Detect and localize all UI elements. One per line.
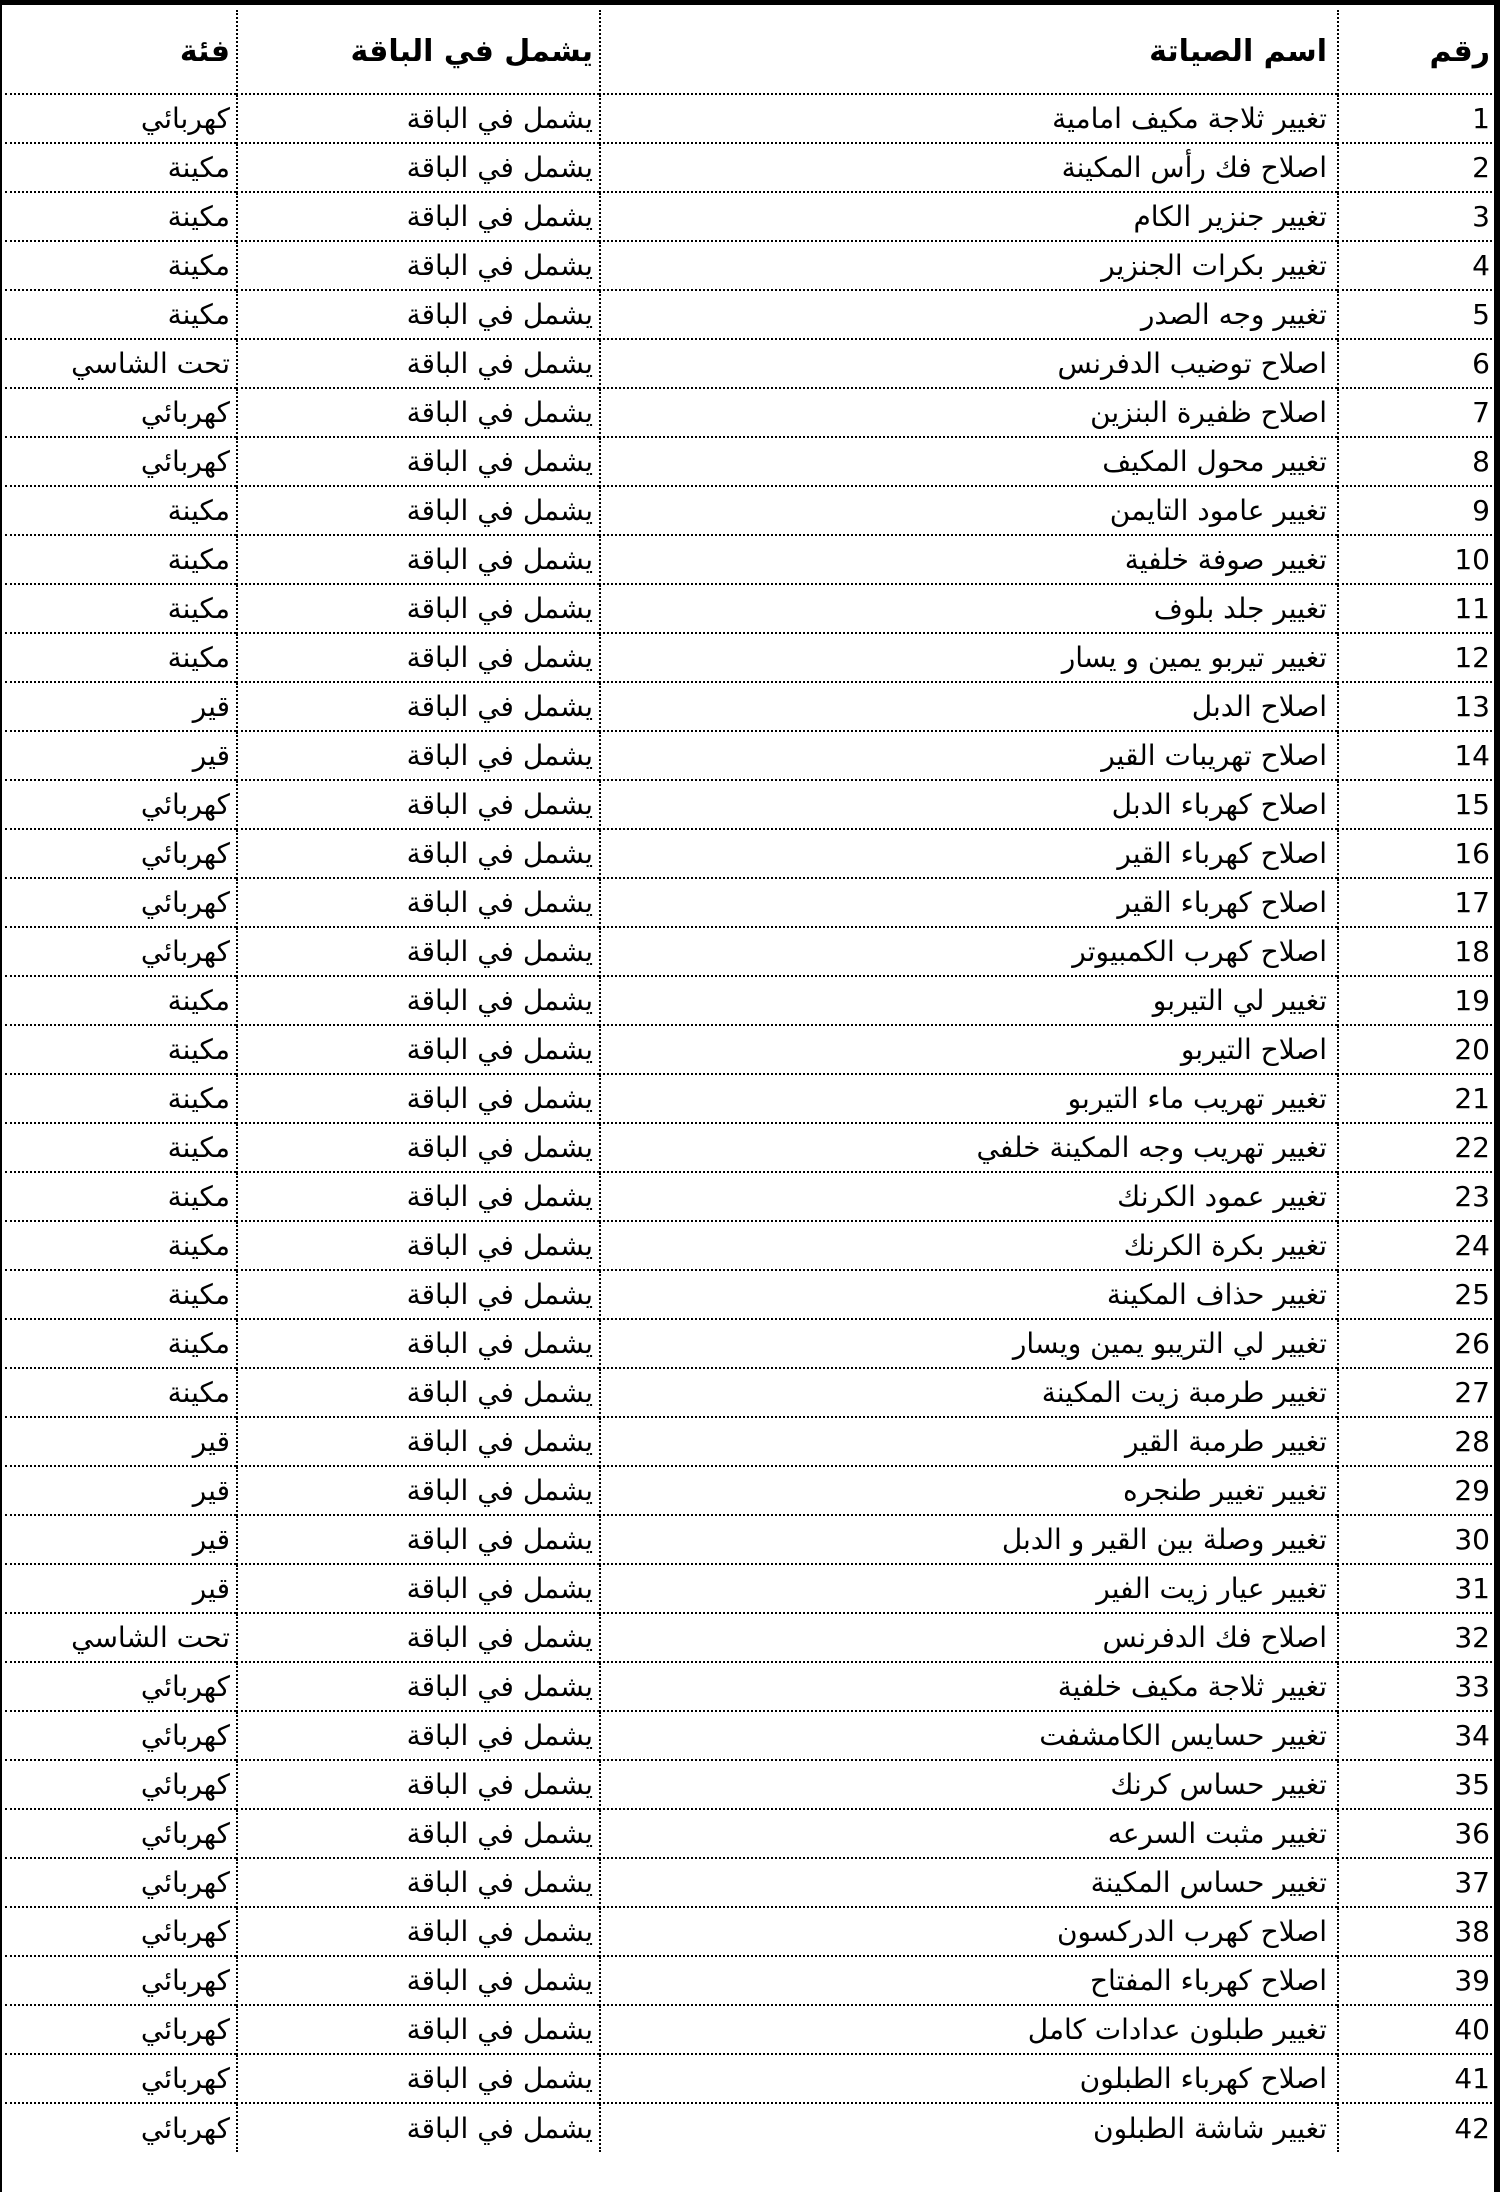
row-number-cell: 8 xyxy=(1338,437,1496,486)
row-maintenance-name-cell: تغيير طرمبة القير xyxy=(600,1417,1338,1466)
row-number-cell: 16 xyxy=(1338,829,1496,878)
table-row xyxy=(5,633,1496,682)
row-maintenance-name-cell: تغيير شاشة الطبلون xyxy=(600,2103,1338,2152)
row-number-cell: 1 xyxy=(1338,94,1496,143)
table-row xyxy=(5,1711,1496,1760)
row-number-cell: 32 xyxy=(1338,1613,1496,1662)
table-row xyxy=(5,290,1496,339)
row-number-cell: 12 xyxy=(1338,633,1496,682)
row-maintenance-name-cell: تغيير ثلاجة مكيف خلفية xyxy=(600,1662,1338,1711)
table-row xyxy=(5,486,1496,535)
table-row xyxy=(5,1123,1496,1172)
table-row xyxy=(5,1662,1496,1711)
row-number-cell: 28 xyxy=(1338,1417,1496,1466)
table-row xyxy=(5,241,1496,290)
row-category-cell: كهربائي xyxy=(5,94,237,143)
row-category-cell: كهربائي xyxy=(5,1809,237,1858)
row-category-cell: كهربائي xyxy=(5,437,237,486)
table-row xyxy=(5,1564,1496,1613)
table-header-row xyxy=(5,10,1496,94)
table-row xyxy=(5,1025,1496,1074)
row-category-cell: كهربائي xyxy=(5,927,237,976)
row-included-cell: يشمل في الباقة xyxy=(237,1123,600,1172)
row-maintenance-name-cell: تغيير جنزير الكام xyxy=(600,192,1338,241)
row-maintenance-name-cell: تغيير حذاف المكينة xyxy=(600,1270,1338,1319)
table-row xyxy=(5,94,1496,143)
row-included-cell: يشمل في الباقة xyxy=(237,780,600,829)
row-category-cell: مكينة xyxy=(5,1025,237,1074)
row-maintenance-name-cell: تغيير طرمبة زيت المكينة xyxy=(600,1368,1338,1417)
row-number-cell: 18 xyxy=(1338,927,1496,976)
row-category-cell: كهربائي xyxy=(5,878,237,927)
row-maintenance-name-cell: تغيير تهريب وجه المكينة خلفي xyxy=(600,1123,1338,1172)
table-row xyxy=(5,780,1496,829)
row-number-cell: 26 xyxy=(1338,1319,1496,1368)
table-row xyxy=(5,829,1496,878)
row-number-cell: 9 xyxy=(1338,486,1496,535)
row-included-cell: يشمل في الباقة xyxy=(237,339,600,388)
row-category-cell: مكينة xyxy=(5,241,237,290)
table-row xyxy=(5,1613,1496,1662)
table-row xyxy=(5,1809,1496,1858)
row-maintenance-name-cell: اصلاح كهرب الدركسون xyxy=(600,1907,1338,1956)
row-included-cell: يشمل في الباقة xyxy=(237,1662,600,1711)
row-maintenance-name-cell: اصلاح فك رأس المكينة xyxy=(600,143,1338,192)
row-included-cell: يشمل في الباقة xyxy=(237,1368,600,1417)
table-row xyxy=(5,1368,1496,1417)
row-included-cell: يشمل في الباقة xyxy=(237,1515,600,1564)
row-maintenance-name-cell: اصلاح التيربو xyxy=(600,1025,1338,1074)
row-number-cell: 3 xyxy=(1338,192,1496,241)
row-category-cell: كهربائي xyxy=(5,2005,237,2054)
row-category-cell: قير xyxy=(5,1564,237,1613)
row-included-cell: يشمل في الباقة xyxy=(237,1466,600,1515)
table-row xyxy=(5,976,1496,1025)
header-maintenance-name: اسم الصياتة xyxy=(600,10,1338,94)
table-row xyxy=(5,731,1496,780)
table-row xyxy=(5,1907,1496,1956)
row-number-cell: 4 xyxy=(1338,241,1496,290)
row-maintenance-name-cell: اصلاح كهرباء الطبلون xyxy=(600,2054,1338,2103)
row-included-cell: يشمل في الباقة xyxy=(237,1858,600,1907)
row-included-cell: يشمل في الباقة xyxy=(237,584,600,633)
table-row xyxy=(5,2005,1496,2054)
row-included-cell: يشمل في الباقة xyxy=(237,1270,600,1319)
row-number-cell: 41 xyxy=(1338,2054,1496,2103)
row-included-cell: يشمل في الباقة xyxy=(237,731,600,780)
row-number-cell: 6 xyxy=(1338,339,1496,388)
row-number-cell: 17 xyxy=(1338,878,1496,927)
row-included-cell: يشمل في الباقة xyxy=(237,388,600,437)
row-category-cell: كهربائي xyxy=(5,780,237,829)
row-included-cell: يشمل في الباقة xyxy=(237,878,600,927)
row-category-cell: كهربائي xyxy=(140,2111,230,2145)
row-included-cell: يشمل في الباقة xyxy=(237,1025,600,1074)
row-included-cell: يشمل في الباقة xyxy=(237,1809,600,1858)
row-maintenance-name-cell: اصلاح كهرباء القير xyxy=(600,829,1338,878)
row-number-cell: 2 xyxy=(1338,143,1496,192)
row-maintenance-name-cell: تغيير عامود التايمن xyxy=(600,486,1338,535)
row-number-cell: 34 xyxy=(1338,1711,1496,1760)
table-row xyxy=(5,1221,1496,1270)
row-category-cell: مكينة xyxy=(5,1319,237,1368)
row-maintenance-name-cell: تغيير ثلاجة مكيف امامية xyxy=(600,94,1338,143)
row-number-cell: 33 xyxy=(1338,1662,1496,1711)
row-included-cell: يشمل في الباقة xyxy=(237,2054,600,2103)
row-included-cell: يشمل في الباقة xyxy=(237,192,600,241)
row-included-cell: يشمل في الباقة xyxy=(237,927,600,976)
row-maintenance-name-cell: تغيير بكرة الكرنك xyxy=(600,1221,1338,1270)
row-maintenance-name-cell: اصلاح فك الدفرنس xyxy=(600,1613,1338,1662)
table-row xyxy=(5,1760,1496,1809)
row-category-cell: مكينة xyxy=(5,584,237,633)
row-maintenance-name-cell: تغيير لي التيربو xyxy=(600,976,1338,1025)
row-category-cell: مكينة xyxy=(5,192,237,241)
row-number-cell: 40 xyxy=(1338,2005,1496,2054)
row-number-cell: 25 xyxy=(1338,1270,1496,1319)
row-number-cell: 42 xyxy=(1338,2103,1496,2152)
row-maintenance-name-cell: تغيير صوفة خلفية xyxy=(600,535,1338,584)
row-number-cell: 24 xyxy=(1338,1221,1496,1270)
row-number-cell: 27 xyxy=(1338,1368,1496,1417)
row-category-cell: قير xyxy=(5,1515,237,1564)
row-maintenance-name-cell: تغيير حسايس الكامشفت xyxy=(600,1711,1338,1760)
row-category-cell: كهربائي xyxy=(5,1858,237,1907)
row-category-cell: قير xyxy=(5,731,237,780)
row-included-cell: يشمل في الباقة xyxy=(237,2103,600,2152)
row-included-cell: يشمل في الباقة xyxy=(237,437,600,486)
table-row xyxy=(5,1074,1496,1123)
row-category-cell: قير xyxy=(5,1466,237,1515)
row-included-cell: يشمل في الباقة xyxy=(237,535,600,584)
row-category-cell: مكينة xyxy=(5,1368,237,1417)
row-category-cell: مكينة xyxy=(5,290,237,339)
row-included-cell: يشمل في الباقة xyxy=(237,682,600,731)
row-maintenance-name-cell: اصلاح تهريبات القير xyxy=(600,731,1338,780)
table-body xyxy=(5,94,1496,2152)
header-included: يشمل في الباقة xyxy=(237,10,600,94)
row-included-cell: يشمل في الباقة xyxy=(237,290,600,339)
row-category-cell: كهربائي xyxy=(5,388,237,437)
row-included-cell: يشمل في الباقة xyxy=(237,241,600,290)
row-number-cell: 23 xyxy=(1338,1172,1496,1221)
row-included-cell: يشمل في الباقة xyxy=(237,1074,600,1123)
row-category-cell: مكينة xyxy=(5,1270,237,1319)
row-maintenance-name-cell: تغيير حساس المكينة xyxy=(600,1858,1338,1907)
row-included-cell: يشمل في الباقة xyxy=(237,1417,600,1466)
row-maintenance-name-cell: تغيير مثبت السرعه xyxy=(600,1809,1338,1858)
table-row xyxy=(5,2054,1496,2103)
row-maintenance-name-cell: تغيير تهريب ماء التيربو xyxy=(600,1074,1338,1123)
row-maintenance-name-cell: تغيير تيربو يمين و يسار xyxy=(600,633,1338,682)
row-maintenance-name-cell: تغيير حساس كرنك xyxy=(600,1760,1338,1809)
row-category-cell: مكينة xyxy=(5,1172,237,1221)
row-category-cell: كهربائي xyxy=(5,829,237,878)
row-included-cell: يشمل في الباقة xyxy=(237,1172,600,1221)
row-maintenance-name-cell: تغيير تغيير طنجره xyxy=(600,1466,1338,1515)
row-category-cell: تحت الشاسي xyxy=(5,1613,237,1662)
row-category-cell: مكينة xyxy=(5,1074,237,1123)
row-category-cell: كهربائي xyxy=(5,1662,237,1711)
row-maintenance-name-cell: اصلاح كهرب الكمبيوتر xyxy=(600,927,1338,976)
row-included-cell: يشمل في الباقة xyxy=(237,1711,600,1760)
row-maintenance-name-cell: اصلاح كهرباء القير xyxy=(600,878,1338,927)
row-maintenance-name-cell: تغيير عيار زيت الفير xyxy=(600,1564,1338,1613)
table-row xyxy=(5,535,1496,584)
row-category-cell: مكينة xyxy=(5,633,237,682)
row-number-cell: 7 xyxy=(1338,388,1496,437)
table-row xyxy=(5,927,1496,976)
table-row xyxy=(5,1466,1496,1515)
row-number-cell: 37 xyxy=(1338,1858,1496,1907)
row-category-cell: قير xyxy=(5,1417,237,1466)
row-maintenance-name-cell: تغيير لي التريبو يمين ويسار xyxy=(600,1319,1338,1368)
row-number-cell: 22 xyxy=(1338,1123,1496,1172)
row-category-cell: مكينة xyxy=(5,1123,237,1172)
row-category-cell: تحت الشاسي xyxy=(5,339,237,388)
row-number-cell: 21 xyxy=(1338,1074,1496,1123)
row-included-cell: يشمل في الباقة xyxy=(237,1760,600,1809)
row-category-cell: مكينة xyxy=(5,143,237,192)
table-row xyxy=(5,584,1496,633)
row-category-cell: كهربائي xyxy=(5,1956,237,2005)
table-row xyxy=(5,1319,1496,1368)
row-maintenance-name-cell: تغيير عمود الكرنك xyxy=(600,1172,1338,1221)
row-maintenance-name-cell: تغيير وجه الصدر xyxy=(600,290,1338,339)
row-number-cell: 30 xyxy=(1338,1515,1496,1564)
row-included-cell: يشمل في الباقة xyxy=(237,1613,600,1662)
row-category-cell: مكينة xyxy=(5,976,237,1025)
table-row xyxy=(5,1172,1496,1221)
row-included-cell: يشمل في الباقة xyxy=(237,1907,600,1956)
row-maintenance-name-cell: اصلاح كهرباء المفتاح xyxy=(600,1956,1338,2005)
row-included-cell: يشمل في الباقة xyxy=(237,1221,600,1270)
row-included-cell: يشمل في الباقة xyxy=(237,94,600,143)
row-included-cell: يشمل في الباقة xyxy=(237,2005,600,2054)
row-included-cell: يشمل في الباقة xyxy=(237,1319,600,1368)
row-included-cell: يشمل في الباقة xyxy=(237,143,600,192)
maintenance-table xyxy=(5,10,1496,2152)
row-maintenance-name-cell: تغيير بكرات الجنزير xyxy=(600,241,1338,290)
header-category: فئة xyxy=(5,10,237,94)
row-maintenance-name-cell: تغيير وصلة بين القير و الدبل xyxy=(600,1515,1338,1564)
table-row xyxy=(5,1515,1496,1564)
row-maintenance-name-cell: تغيير طبلون عدادات كامل xyxy=(600,2005,1338,2054)
row-category-cell: كهربائي xyxy=(5,2054,237,2103)
row-number-cell: 11 xyxy=(1338,584,1496,633)
row-maintenance-name-cell: اصلاح ظفيرة البنزين xyxy=(600,388,1338,437)
row-number-cell: 29 xyxy=(1338,1466,1496,1515)
row-number-cell: 14 xyxy=(1338,731,1496,780)
table-row xyxy=(5,388,1496,437)
table-row xyxy=(5,1417,1496,1466)
row-included-cell: يشمل في الباقة xyxy=(237,1956,600,2005)
row-maintenance-name-cell: اصلاح توضيب الدفرنس xyxy=(600,339,1338,388)
header-number: رقم xyxy=(1338,10,1496,94)
row-number-cell: 20 xyxy=(1338,1025,1496,1074)
row-maintenance-name-cell: تغيير محول المكيف xyxy=(600,437,1338,486)
table-row xyxy=(5,339,1496,388)
row-category-cell: كهربائي xyxy=(5,1711,237,1760)
row-category-cell: مكينة xyxy=(5,1221,237,1270)
row-included-cell: يشمل في الباقة xyxy=(237,829,600,878)
row-number-cell: 13 xyxy=(1338,682,1496,731)
row-maintenance-name-cell: اصلاح كهرباء الدبل xyxy=(600,780,1338,829)
row-included-cell: يشمل في الباقة xyxy=(237,1564,600,1613)
row-category-cell: كهربائي xyxy=(5,1760,237,1809)
row-number-cell: 31 xyxy=(1338,1564,1496,1613)
table-row xyxy=(5,878,1496,927)
table-row xyxy=(5,1858,1496,1907)
row-number-cell: 36 xyxy=(1338,1809,1496,1858)
row-number-cell: 19 xyxy=(1338,976,1496,1025)
row-maintenance-name-cell: تغيير جلد بلوف xyxy=(600,584,1338,633)
row-included-cell: يشمل في الباقة xyxy=(237,486,600,535)
row-category-cell: مكينة xyxy=(5,535,237,584)
row-number-cell: 5 xyxy=(1338,290,1496,339)
row-maintenance-name-cell: اصلاح الدبل xyxy=(600,682,1338,731)
row-category-cell: مكينة xyxy=(5,486,237,535)
row-category-cell: كهربائي xyxy=(5,1907,237,1956)
table-row xyxy=(5,2103,1496,2152)
row-number-cell: 15 xyxy=(1338,780,1496,829)
table-row xyxy=(5,437,1496,486)
table-row xyxy=(5,1956,1496,2005)
row-number-cell: 39 xyxy=(1338,1956,1496,2005)
row-included-cell: يشمل في الباقة xyxy=(237,633,600,682)
table-row xyxy=(5,1270,1496,1319)
table-row xyxy=(5,192,1496,241)
table-row xyxy=(5,143,1496,192)
row-included-cell: يشمل في الباقة xyxy=(237,976,600,1025)
row-number-cell: 10 xyxy=(1338,535,1496,584)
row-number-cell: 38 xyxy=(1338,1907,1496,1956)
row-number-cell: 35 xyxy=(1338,1760,1496,1809)
row-category-cell: قير xyxy=(5,682,237,731)
table-row xyxy=(5,682,1496,731)
